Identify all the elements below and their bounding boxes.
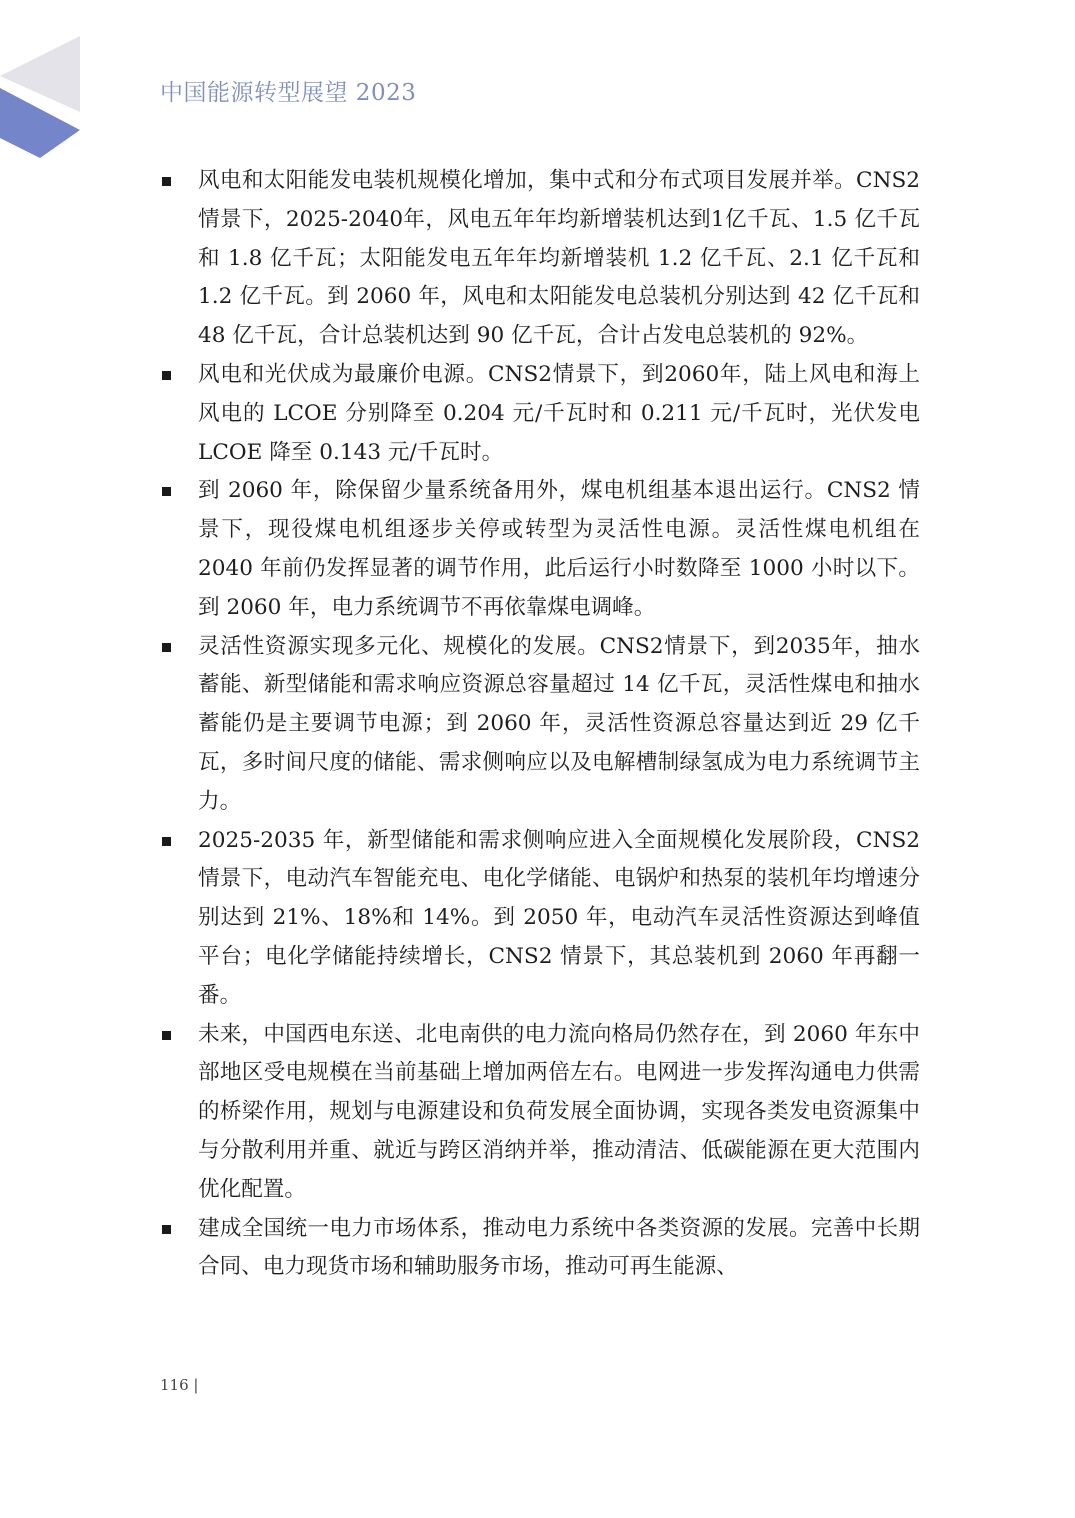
bullet-list: [160, 162, 920, 1287]
bullet-text: 到 2060 年，除保留少量系统备用外，煤电机组基本退出运行。CNS2 情景下，现役煤电机组逐步关停或转型为灵活性电源。灵活性煤电机组在 2040 年前仍发挥显著的调节作用，此后运行小时数降至 1000 小时以下。到 2060 年，电力系统调节不再依靠煤电调峰。: [198, 478, 920, 620]
bullet-marker: [162, 177, 171, 186]
bullet-text: 灵活性资源实现多元化、规模化的发展。CNS2情景下，到2035年，抽水蓄能、新型储能和需求响应资源总容量超过 14 亿千瓦，灵活性煤电和抽水蓄能仍是主要调节电源；到 2060 年，灵活性资源总容量达到近 29 亿千瓦，多时间尺度的储能、需求侧响应以及电解槽制绿氢成为电力系统调节主力。: [198, 633, 920, 814]
bullet-marker: [162, 1225, 171, 1234]
bullet-item: [160, 1016, 920, 1210]
bullet-text: 风电和光伏成为最廉价电源。CNS2情景下，到2060年，陆上风电和海上风电的 LCOE 分别降至 0.204 元/千瓦时和 0.211 元/千瓦时，光伏发电 LCOE 降至 0.143 元/千瓦时。: [198, 361, 920, 465]
bullet-item: [160, 162, 920, 356]
bullet-marker: [162, 487, 171, 496]
header-title: 中国能源转型展望 2023: [160, 80, 417, 106]
bullet-item: [160, 822, 920, 1016]
corner-decoration: [0, 0, 90, 170]
bullet-marker: [162, 1031, 171, 1040]
bullet-text: 2025-2035 年，新型储能和需求侧响应进入全面规模化发展阶段，CNS2 情景下，电动汽车智能充电、电化学储能、电锅炉和热泵的装机年均增速分别达到 21%、18%和 14%。到 2050 年，电动汽车灵活性资源达到峰值平台；电化学储能持续增长，CNS2 情景下，其总装机到 2060 年再翻一番。: [198, 827, 920, 1008]
bullet-item: [160, 1210, 920, 1288]
bullet-text: 建成全国统一电力市场体系，推动电力系统中各类资源的发展。完善中长期合同、电力现货市场和辅助服务市场，推动可再生能源、: [198, 1215, 920, 1280]
bullet-marker: [162, 371, 171, 380]
bullet-item: [160, 356, 920, 472]
bullet-item: [160, 628, 920, 822]
bullet-text: 风电和太阳能发电装机规模化增加，集中式和分布式项目发展并举。CNS2情景下，2025-2040年，风电五年年均新增装机达到1亿千瓦、1.5 亿千瓦和 1.8 亿千瓦；太阳能发电五年年均新增装机 1.2 亿千瓦、2.1 亿千瓦和 1.2 亿千瓦。到 2060 年，风电和太阳能发电总装机分别达到 42 亿千瓦和 48 亿千瓦，合计总装机达到 90 亿千瓦，合计占发电总装机的 92%。: [198, 168, 920, 349]
bullet-item: [160, 472, 920, 627]
bullet-marker: [162, 837, 171, 846]
bullet-text: 未来，中国西电东送、北电南供的电力流向格局仍然存在，到 2060 年东中部地区受电规模在当前基础上增加两倍左右。电网进一步发挥沟通电力供需的桥梁作用，规划与电源建设和负荷发展全面协调，实现各类发电资源集中与分散利用并重、就近与跨区消纳并举，推动清洁、低碳能源在更大范围内优化配置。: [198, 1021, 920, 1202]
page-number: 116 |: [160, 1376, 199, 1394]
bullet-marker: [162, 643, 171, 652]
